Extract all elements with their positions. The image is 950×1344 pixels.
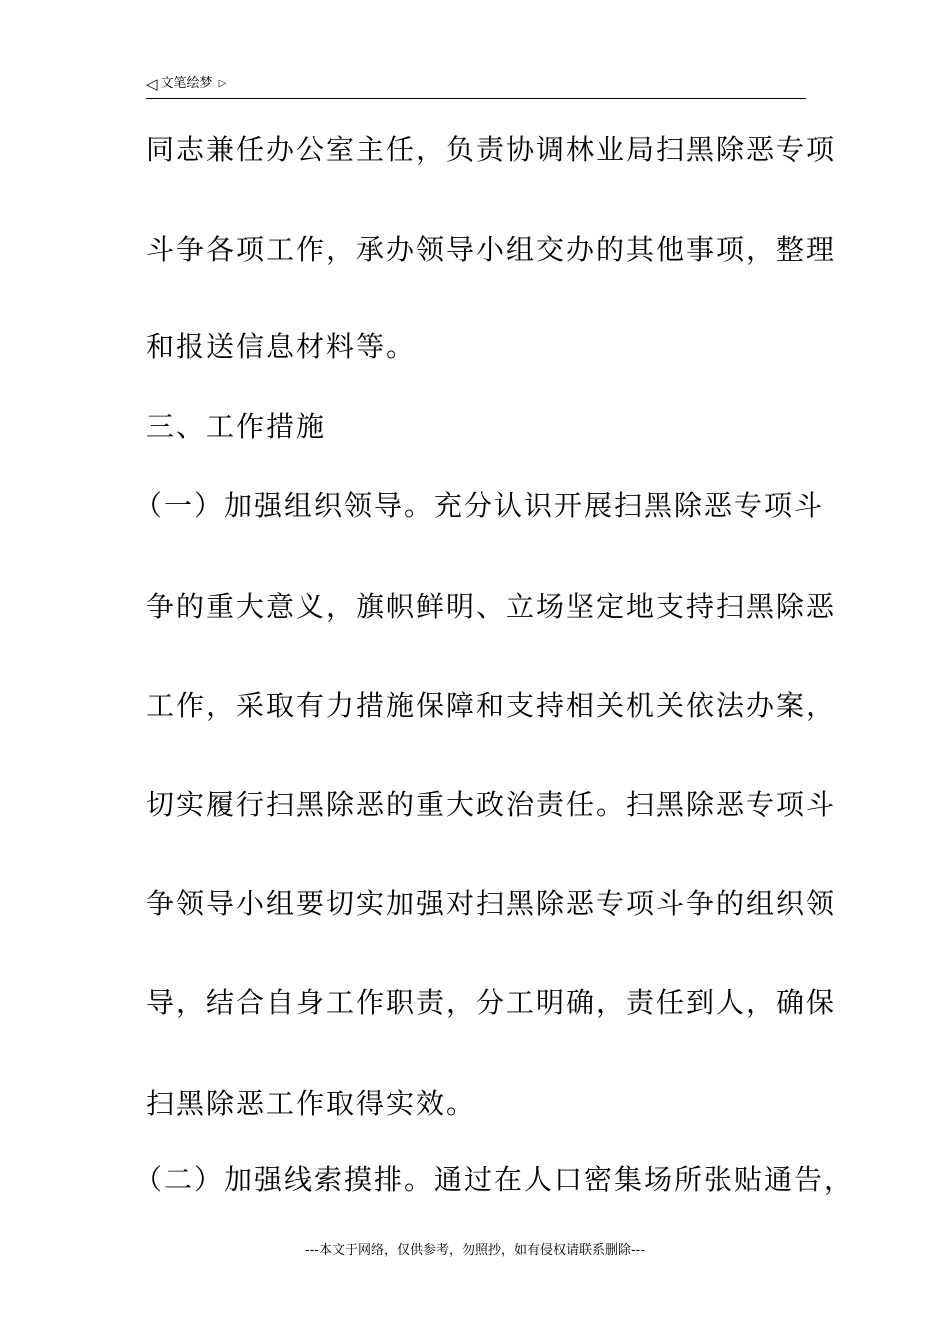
header-title: 文笔绘梦 [160, 76, 213, 91]
paragraph-line: 和报送信息材料等。 [146, 330, 417, 363]
triangle-left-icon: ◁ [146, 75, 158, 93]
paragraph-line: （二）加强线索摸排。通过在人口密集场所张贴通告， [134, 1163, 855, 1196]
paragraph-line: 争领导小组要切实加强对扫黑除恶专项斗争的组织领 [146, 887, 837, 920]
section-heading: 三、工作措施 [146, 410, 327, 443]
paragraph-line: 导，结合自身工作职责，分工明确，责任到人，确保 [146, 986, 837, 1019]
paragraph-line: 切实履行扫黑除恶的重大政治责任。扫黑除恶专项斗 [146, 788, 837, 821]
paragraph-line: 斗争各项工作，承办领导小组交办的其他事项，整理 [146, 233, 837, 266]
paragraph-line: 扫黑除恶工作取得实效。 [146, 1087, 477, 1120]
page-footer-disclaimer: ---本文于网络，仅供参考，勿照抄，如有侵权请联系删除--- [304, 1243, 646, 1258]
paragraph-line: （一）加强组织领导。充分认识开展扫黑除恶专项斗 [134, 489, 825, 522]
paragraph-line: 争的重大意义，旗帜鲜明、立场坚定地支持扫黑除恶 [146, 590, 837, 623]
paragraph-line: 工作，采取有力措施保障和支持相关机关依法办案， [146, 689, 837, 722]
paragraph-line: 同志兼任办公室主任，负责协调林业局扫黑除恶专项 [146, 133, 837, 166]
header-brand [146, 76, 226, 92]
page-header [146, 74, 806, 99]
triangle-right-icon: ▷ [218, 78, 227, 89]
